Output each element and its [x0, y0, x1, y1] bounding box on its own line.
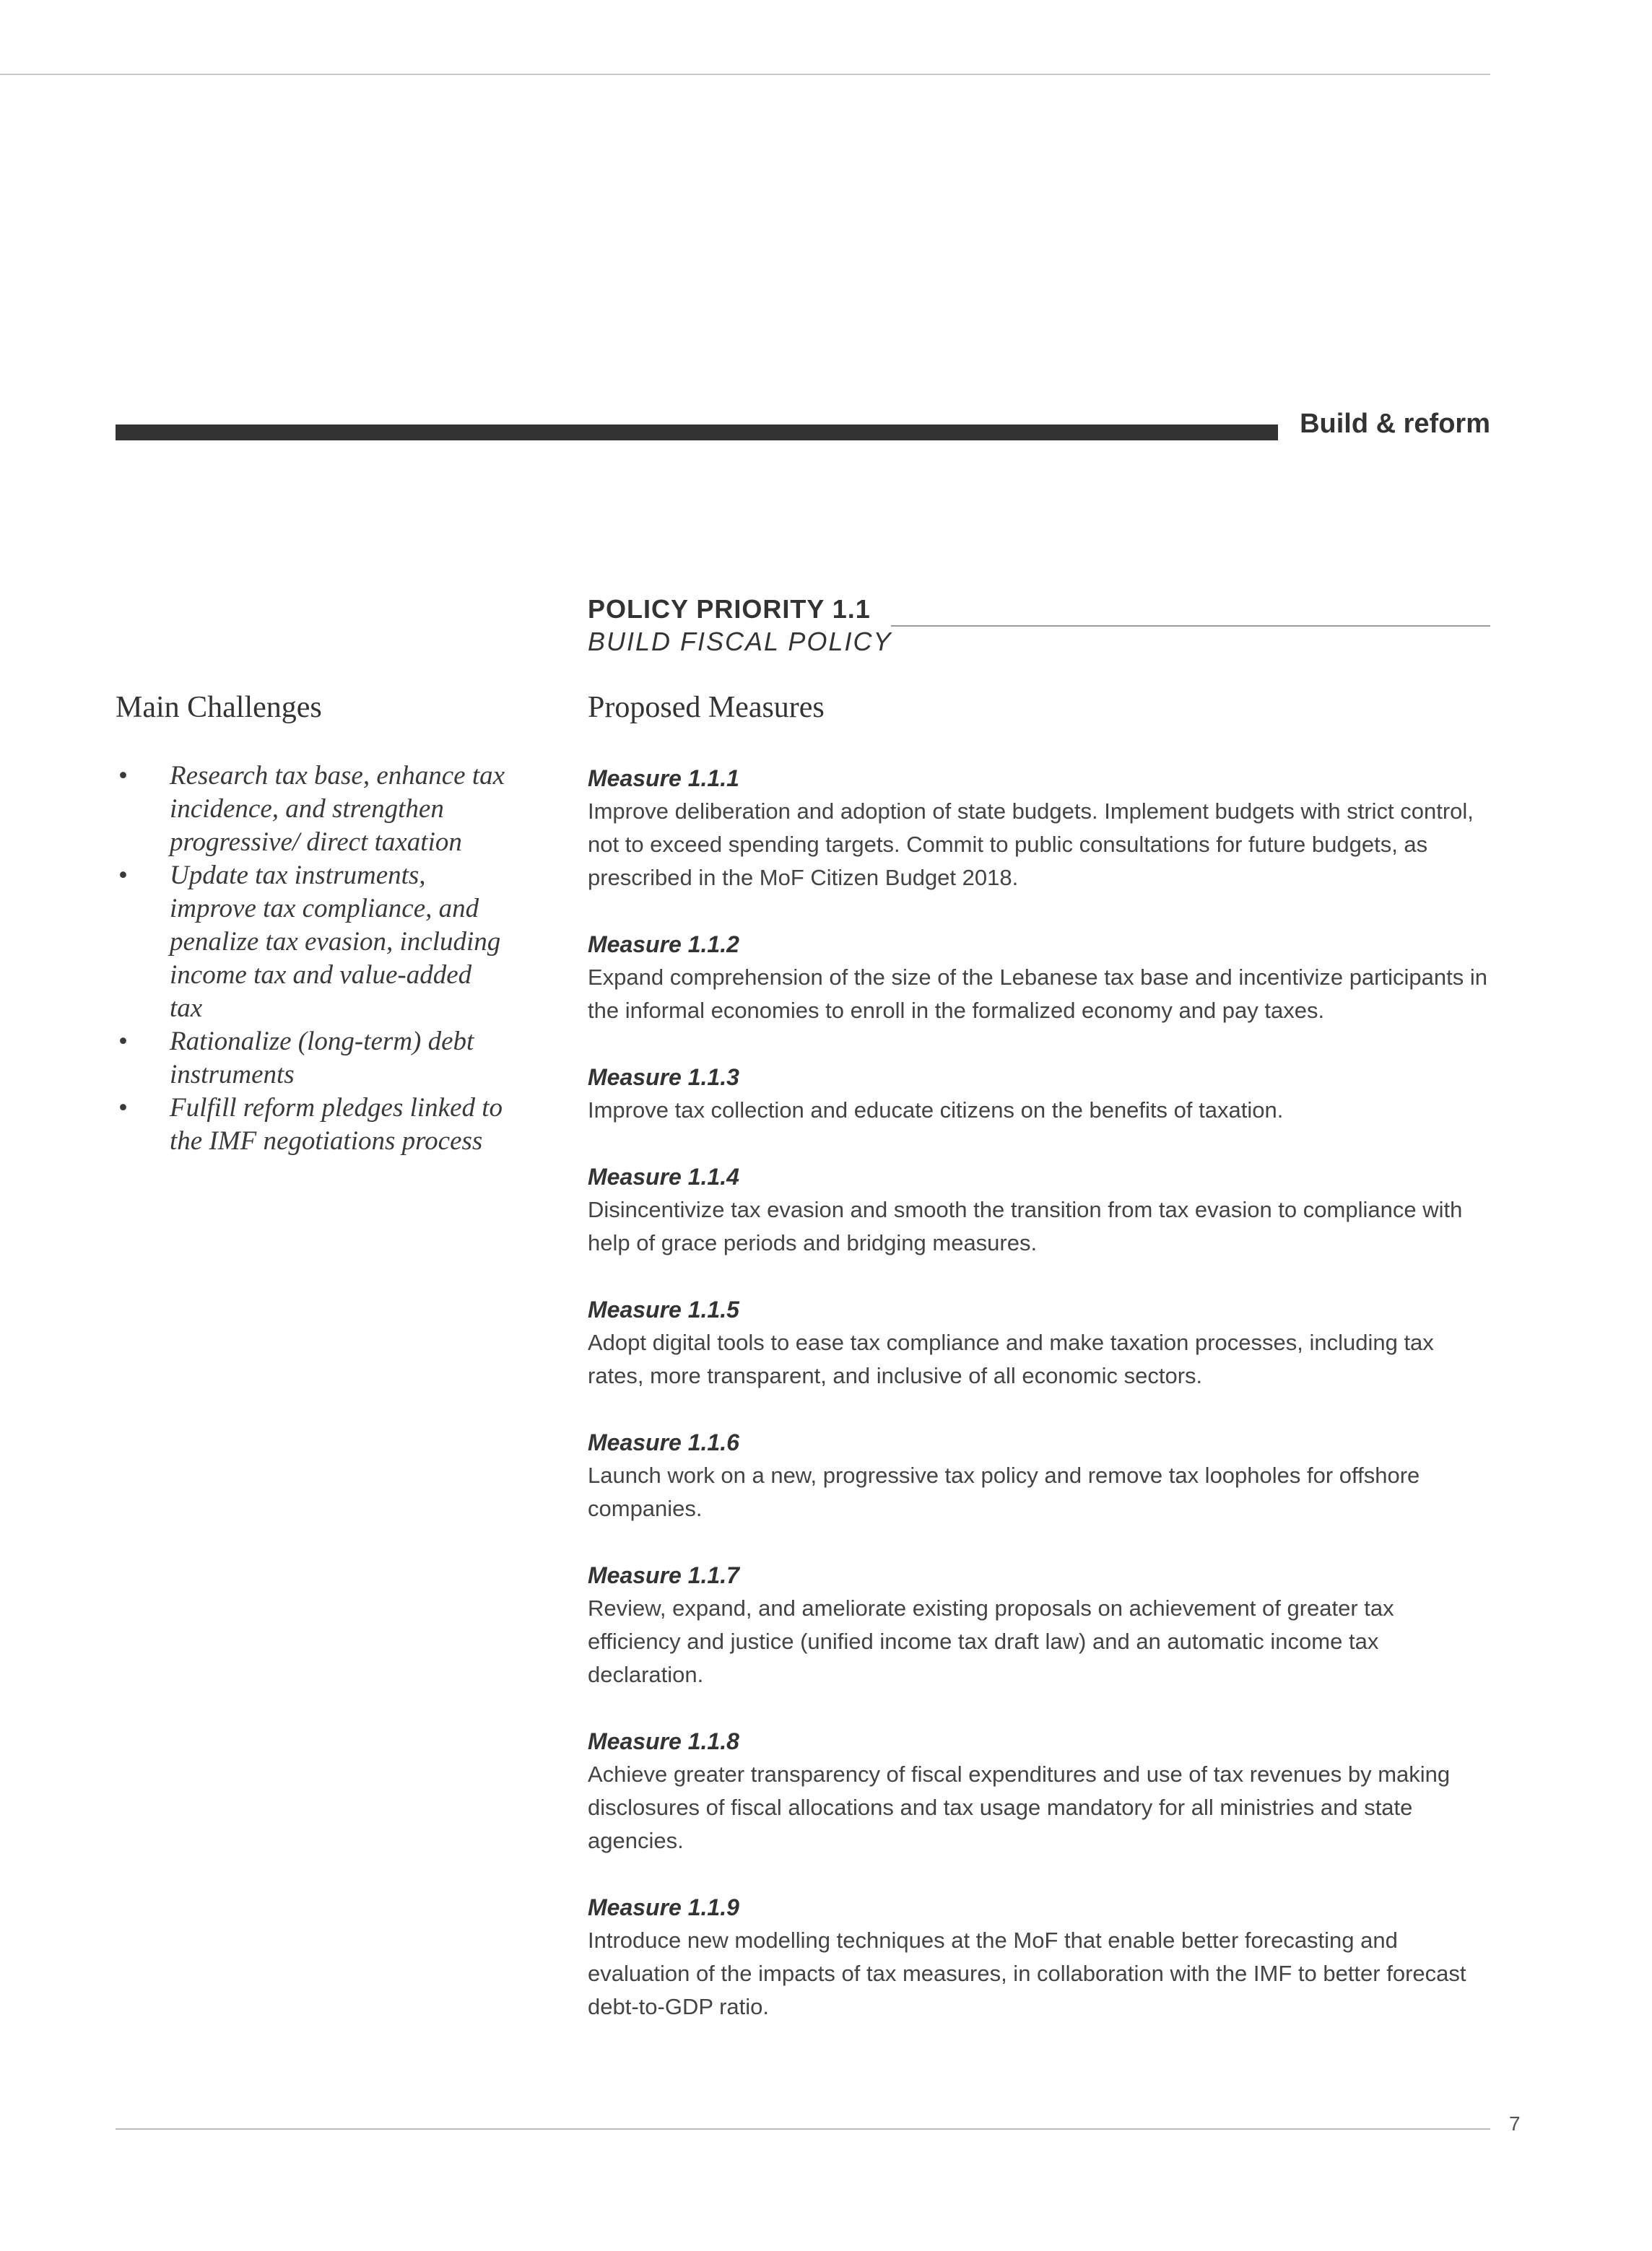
bullet-icon: •	[118, 761, 128, 791]
measure-text: Improve deliberation and adoption of state budgets. Implement budgets with strict control, not to exceed spending targets. Commit to public consultations for future budgets, as prescribed in the MoF Citizen Budget 2018.	[588, 798, 1474, 890]
bullet-icon: •	[118, 1093, 128, 1123]
measure-text: Adopt digital tools to ease tax compliance and make taxation processes, including tax rates, more transparent, and inclusive of all economic sectors.	[588, 1330, 1434, 1388]
measure-text: Launch work on a new, progressive tax policy and remove tax loopholes for offshore companies.	[588, 1463, 1420, 1521]
measure-title: Measure 1.1.9	[588, 1894, 739, 1920]
main-challenges-heading: Main Challenges	[116, 691, 322, 724]
challenge-text: Update tax instruments, improve tax compliance, and penalize tax evasion, including income tax and value-added tax	[170, 861, 501, 1023]
measure-title: Measure 1.1.2	[588, 931, 739, 957]
measure-item	[588, 928, 1490, 1027]
measure-text: Achieve greater transparency of fiscal expenditures and use of tax revenues by making disclosures of fiscal allocations and tax usage mandatory for all ministries and state agencies.	[588, 1762, 1451, 1853]
challenges-list	[116, 759, 505, 1158]
measure-item	[588, 1559, 1490, 1691]
proposed-measures-heading: Proposed Measures	[588, 691, 825, 724]
measure-item	[588, 1426, 1490, 1525]
measure-text: Introduce new modelling techniques at the MoF that enable better forecasting and evaluation of the impacts of tax measures, in collaboration with the IMF to better forecast debt-to-GDP ratio.	[588, 1928, 1466, 2019]
measure-item	[588, 1891, 1490, 2024]
measure-title: Measure 1.1.8	[588, 1728, 739, 1754]
section-title: Build & reform	[1300, 409, 1490, 439]
challenge-text: Rationalize (long-term) debt instruments	[170, 1027, 474, 1089]
measure-text: Disincentivize tax evasion and smooth the transition from tax evasion to compliance with help of grace periods and bridging measures.	[588, 1197, 1463, 1255]
challenge-item	[116, 759, 505, 859]
policy-priority-rule	[891, 625, 1490, 627]
challenge-item	[116, 859, 505, 1025]
measures-list	[588, 762, 1490, 2057]
measure-title: Measure 1.1.1	[588, 765, 739, 791]
challenge-text: Research tax base, enhance tax incidence, and strengthen progressive/ direct taxation	[170, 761, 505, 857]
measure-text: Review, expand, and ameliorate existing proposals on achievement of greater tax efficiency and justice (unified income tax draft law) and an automatic income tax declaration.	[588, 1595, 1394, 1687]
page-number: 7	[1509, 2112, 1521, 2135]
measure-title: Measure 1.1.3	[588, 1064, 739, 1090]
measure-item	[588, 1160, 1490, 1260]
measure-item	[588, 1725, 1490, 1858]
challenge-item	[116, 1092, 505, 1158]
measure-item	[588, 1293, 1490, 1393]
challenge-text: Fulfill reform pledges linked to the IMF negotiations process	[170, 1093, 503, 1156]
challenge-item	[116, 1025, 505, 1092]
measure-title: Measure 1.1.7	[588, 1562, 739, 1588]
measure-title: Measure 1.1.4	[588, 1164, 739, 1190]
policy-priority-header	[588, 593, 1490, 658]
measure-item	[588, 762, 1490, 894]
measure-title: Measure 1.1.6	[588, 1429, 739, 1455]
section-bar	[116, 424, 1278, 440]
measure-title: Measure 1.1.5	[588, 1297, 739, 1323]
policy-priority-number: POLICY PRIORITY 1.1	[588, 594, 871, 624]
measure-text: Expand comprehension of the size of the Lebanese tax base and incentivize participants in the informal economies to enroll in the formalized economy and pay taxes.	[588, 965, 1487, 1023]
measure-text: Improve tax collection and educate citizens on the benefits of taxation.	[588, 1097, 1284, 1123]
bullet-icon: •	[118, 861, 128, 890]
bottom-rule	[116, 2128, 1490, 2130]
policy-priority-subtitle: BUILD FISCAL POLICY	[588, 627, 892, 656]
measure-item	[588, 1061, 1490, 1127]
top-rule	[0, 74, 1490, 75]
bullet-icon: •	[118, 1027, 128, 1056]
